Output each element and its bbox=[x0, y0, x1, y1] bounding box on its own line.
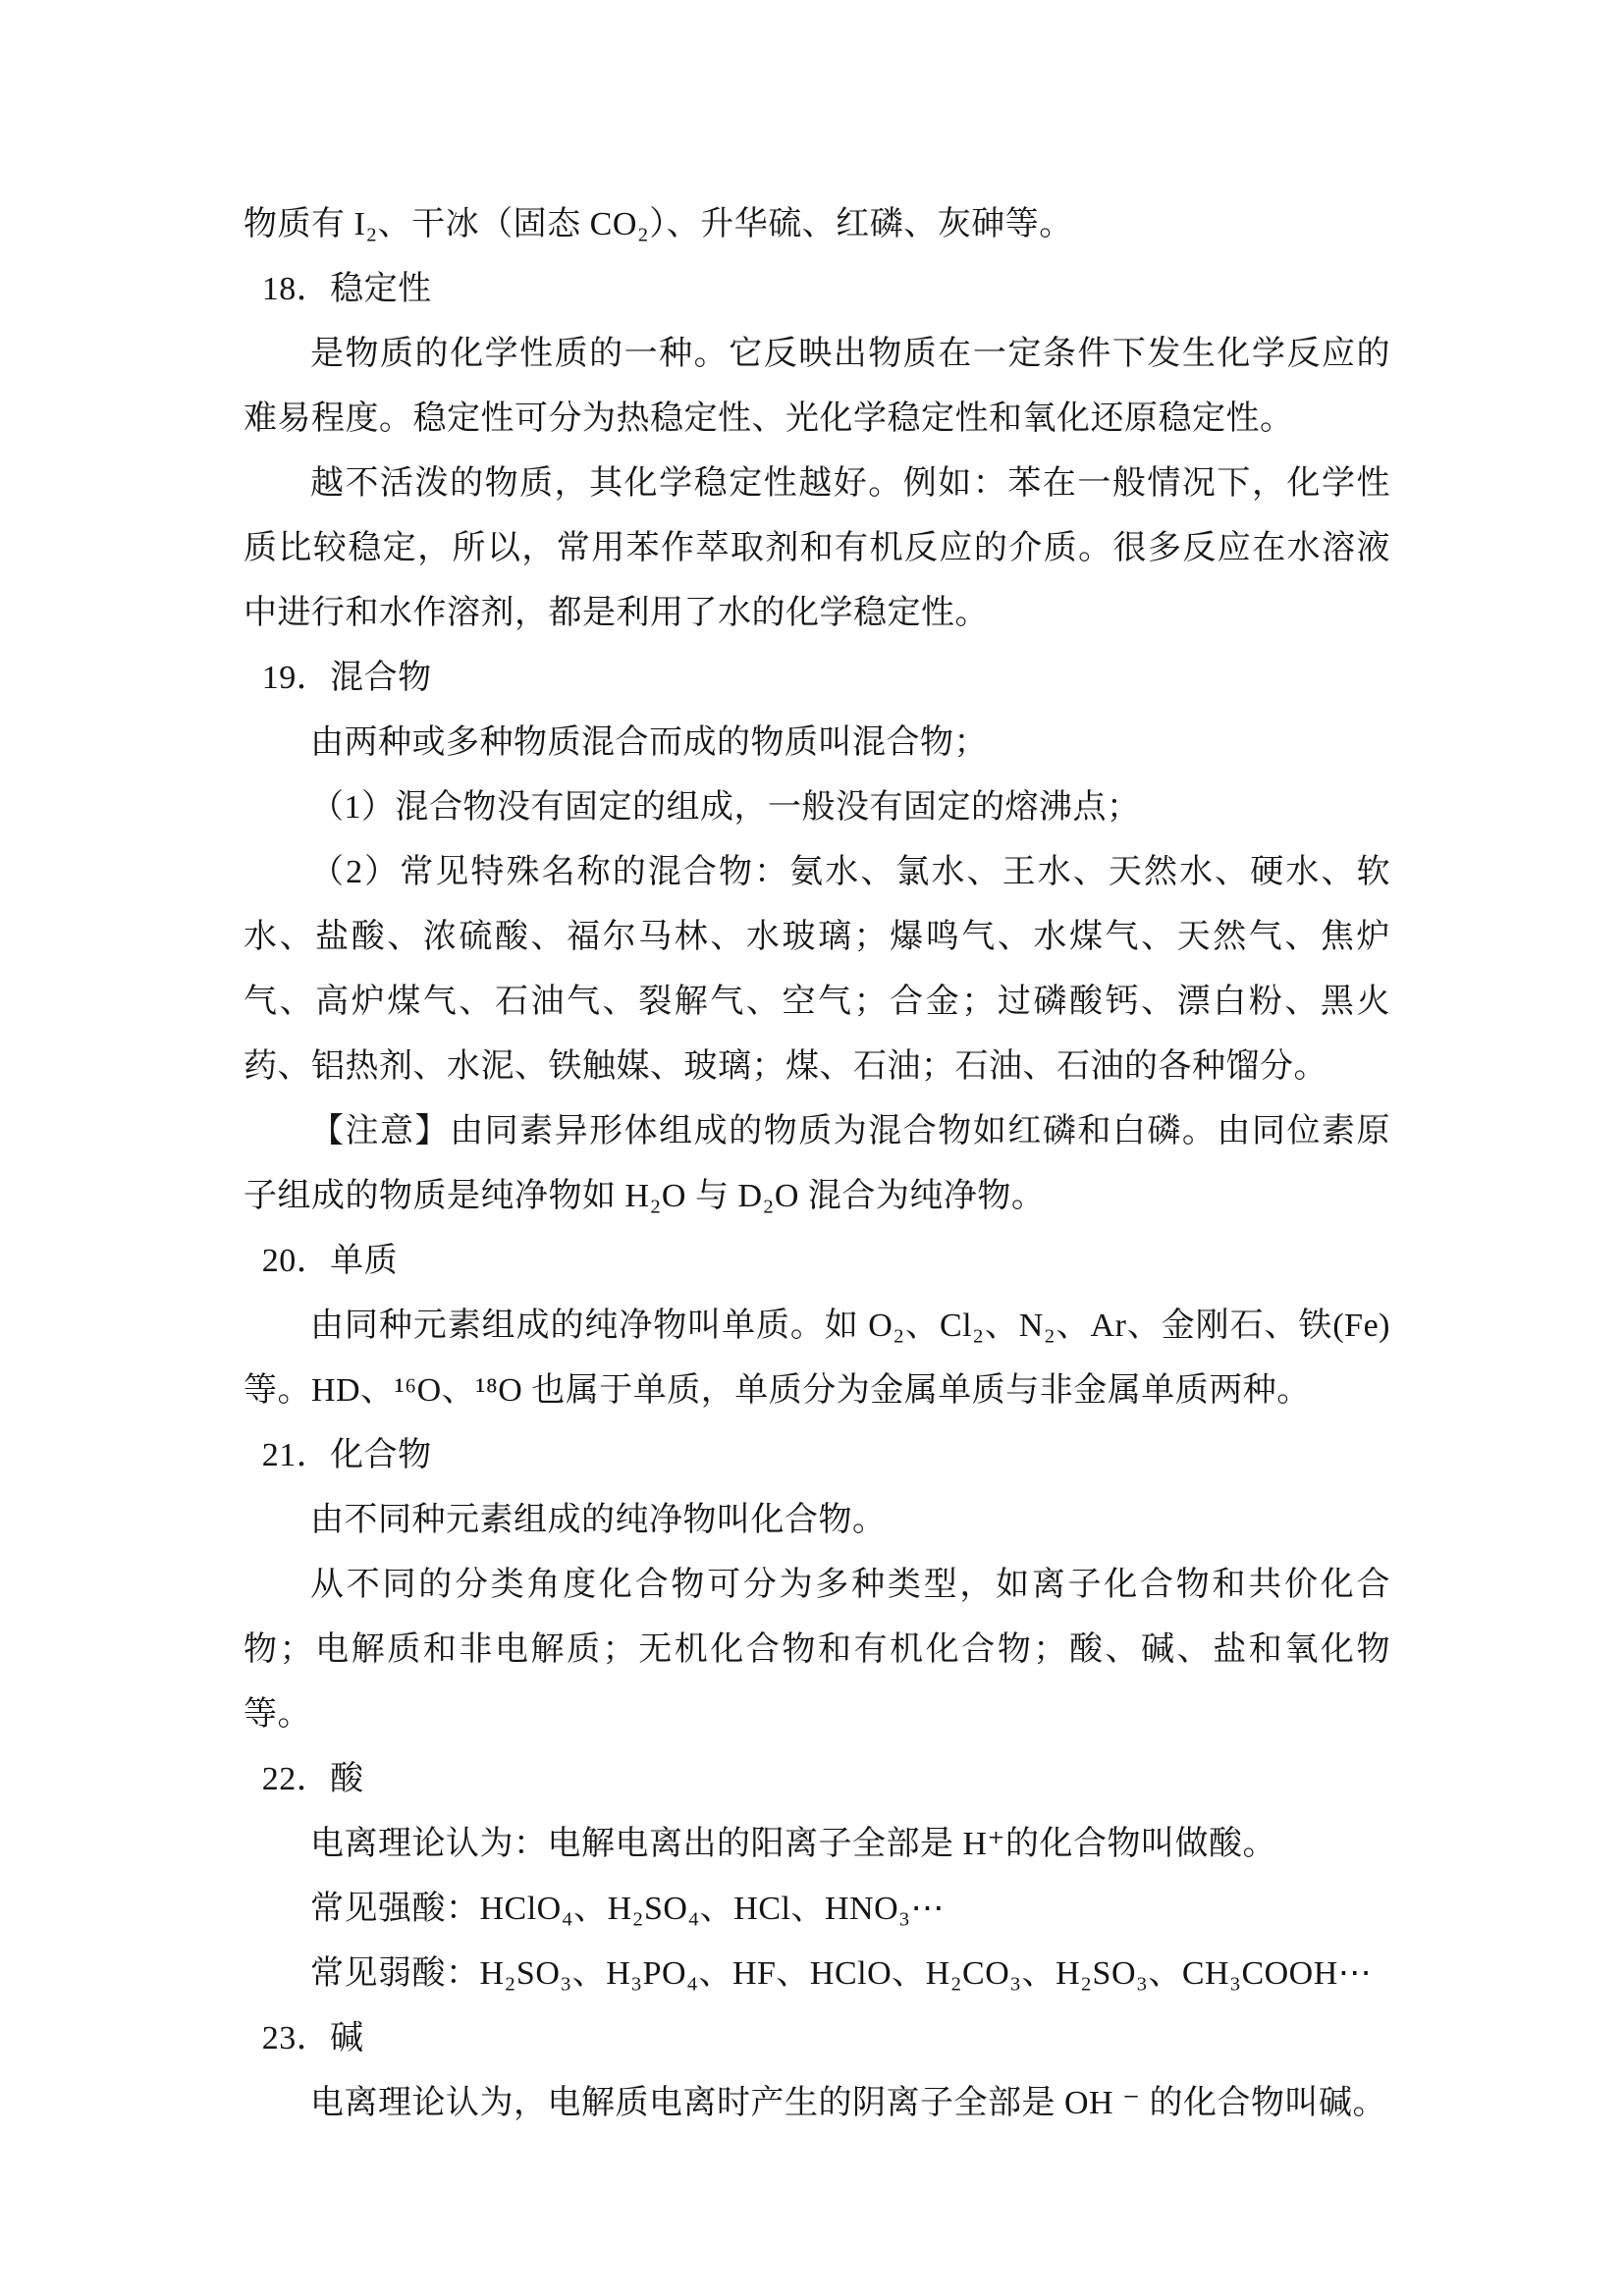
paragraph: 【注意】由同素异形体组成的物质为混合物如红磷和白磷。由同位素原子组成的物质是纯净物如 H₂O 与 D₂O 混合为纯净物。 bbox=[244, 1113, 1390, 1214]
paragraph: 是物质的化学性质的一种。它反映出物质在一定条件下发生化学反应的难易程度。稳定性可分为热稳定性、光化学稳定性和氧化还原稳定性。 bbox=[244, 336, 1390, 437]
section-heading: 20．单质 bbox=[261, 1243, 399, 1279]
paragraph: （1）混合物没有固定的组成，一般没有固定的熔沸点； bbox=[310, 789, 1141, 826]
paragraph: 由不同种元素组成的纯净物叫化合物。 bbox=[310, 1502, 887, 1538]
paragraph: 物质有 I₂、干冰（固态 CO₂）、升华硫、红磷、灰砷等。 bbox=[244, 206, 1073, 242]
paragraph: 由两种或多种物质混合而成的物质叫混合物； bbox=[310, 724, 988, 761]
section-heading: 23．碱 bbox=[261, 2020, 364, 2056]
paragraph: 电离理论认为：电解电离出的阳离子全部是 H⁺的化合物叫做酸。 bbox=[310, 1826, 1276, 1862]
paragraph: （2）常见特殊名称的混合物：氨水、氯水、王水、天然水、硬水、软水、盐酸、浓硫酸、福尔马林、水玻璃；爆鸣气、水煤气、天然气、焦炉气、高炉煤气、石油气、裂解气、空气；合金；过磷酸钙、漂白粉、黑火药、铝热剂、水泥、铁触媒、玻璃；煤、石油；石油、石油的各种馏分。 bbox=[244, 854, 1390, 1085]
paragraph: 从不同的分类角度化合物可分为多种类型，如离子化合物和共价化合物；电解质和非电解质；无机化合物和有机化合物；酸、碱、盐和氧化物等。 bbox=[244, 1567, 1390, 1733]
section-heading: 19．混合物 bbox=[261, 660, 432, 696]
section-heading: 21．化合物 bbox=[261, 1437, 432, 1473]
paragraph: 常见强酸：HClO₄、H₂SO₄、HCl、HNO₃⋯ bbox=[310, 1891, 946, 1927]
paragraph: 由同种元素组成的纯净物叫单质。如 O₂、Cl₂、N₂、Ar、金刚石、铁(Fe)等。HD、¹⁶O、¹⁸O 也属于单质，单质分为金属单质与非金属单质两种。 bbox=[244, 1308, 1390, 1409]
section-heading: 22．酸 bbox=[261, 1761, 364, 1797]
paragraph: 越不活泼的物质，其化学稳定性越好。例如：苯在一般情况下，化学性质比较稳定，所以，常用苯作萃取剂和有机反应的介质。很多反应在水溶液中进行和水作溶剂，都是利用了水的化学稳定性。 bbox=[244, 465, 1390, 631]
paragraph: 电离理论认为，电解质电离时产生的阴离子全部是 OH ⁻ 的化合物叫碱。 bbox=[310, 2085, 1387, 2121]
section-heading: 18．稳定性 bbox=[261, 271, 432, 307]
paragraph: 常见弱酸：H₂SO₃、H₃PO₄、HF、HClO、H₂CO₃、H₂SO₃、CH₃COOH⋯ bbox=[310, 1955, 1373, 1992]
